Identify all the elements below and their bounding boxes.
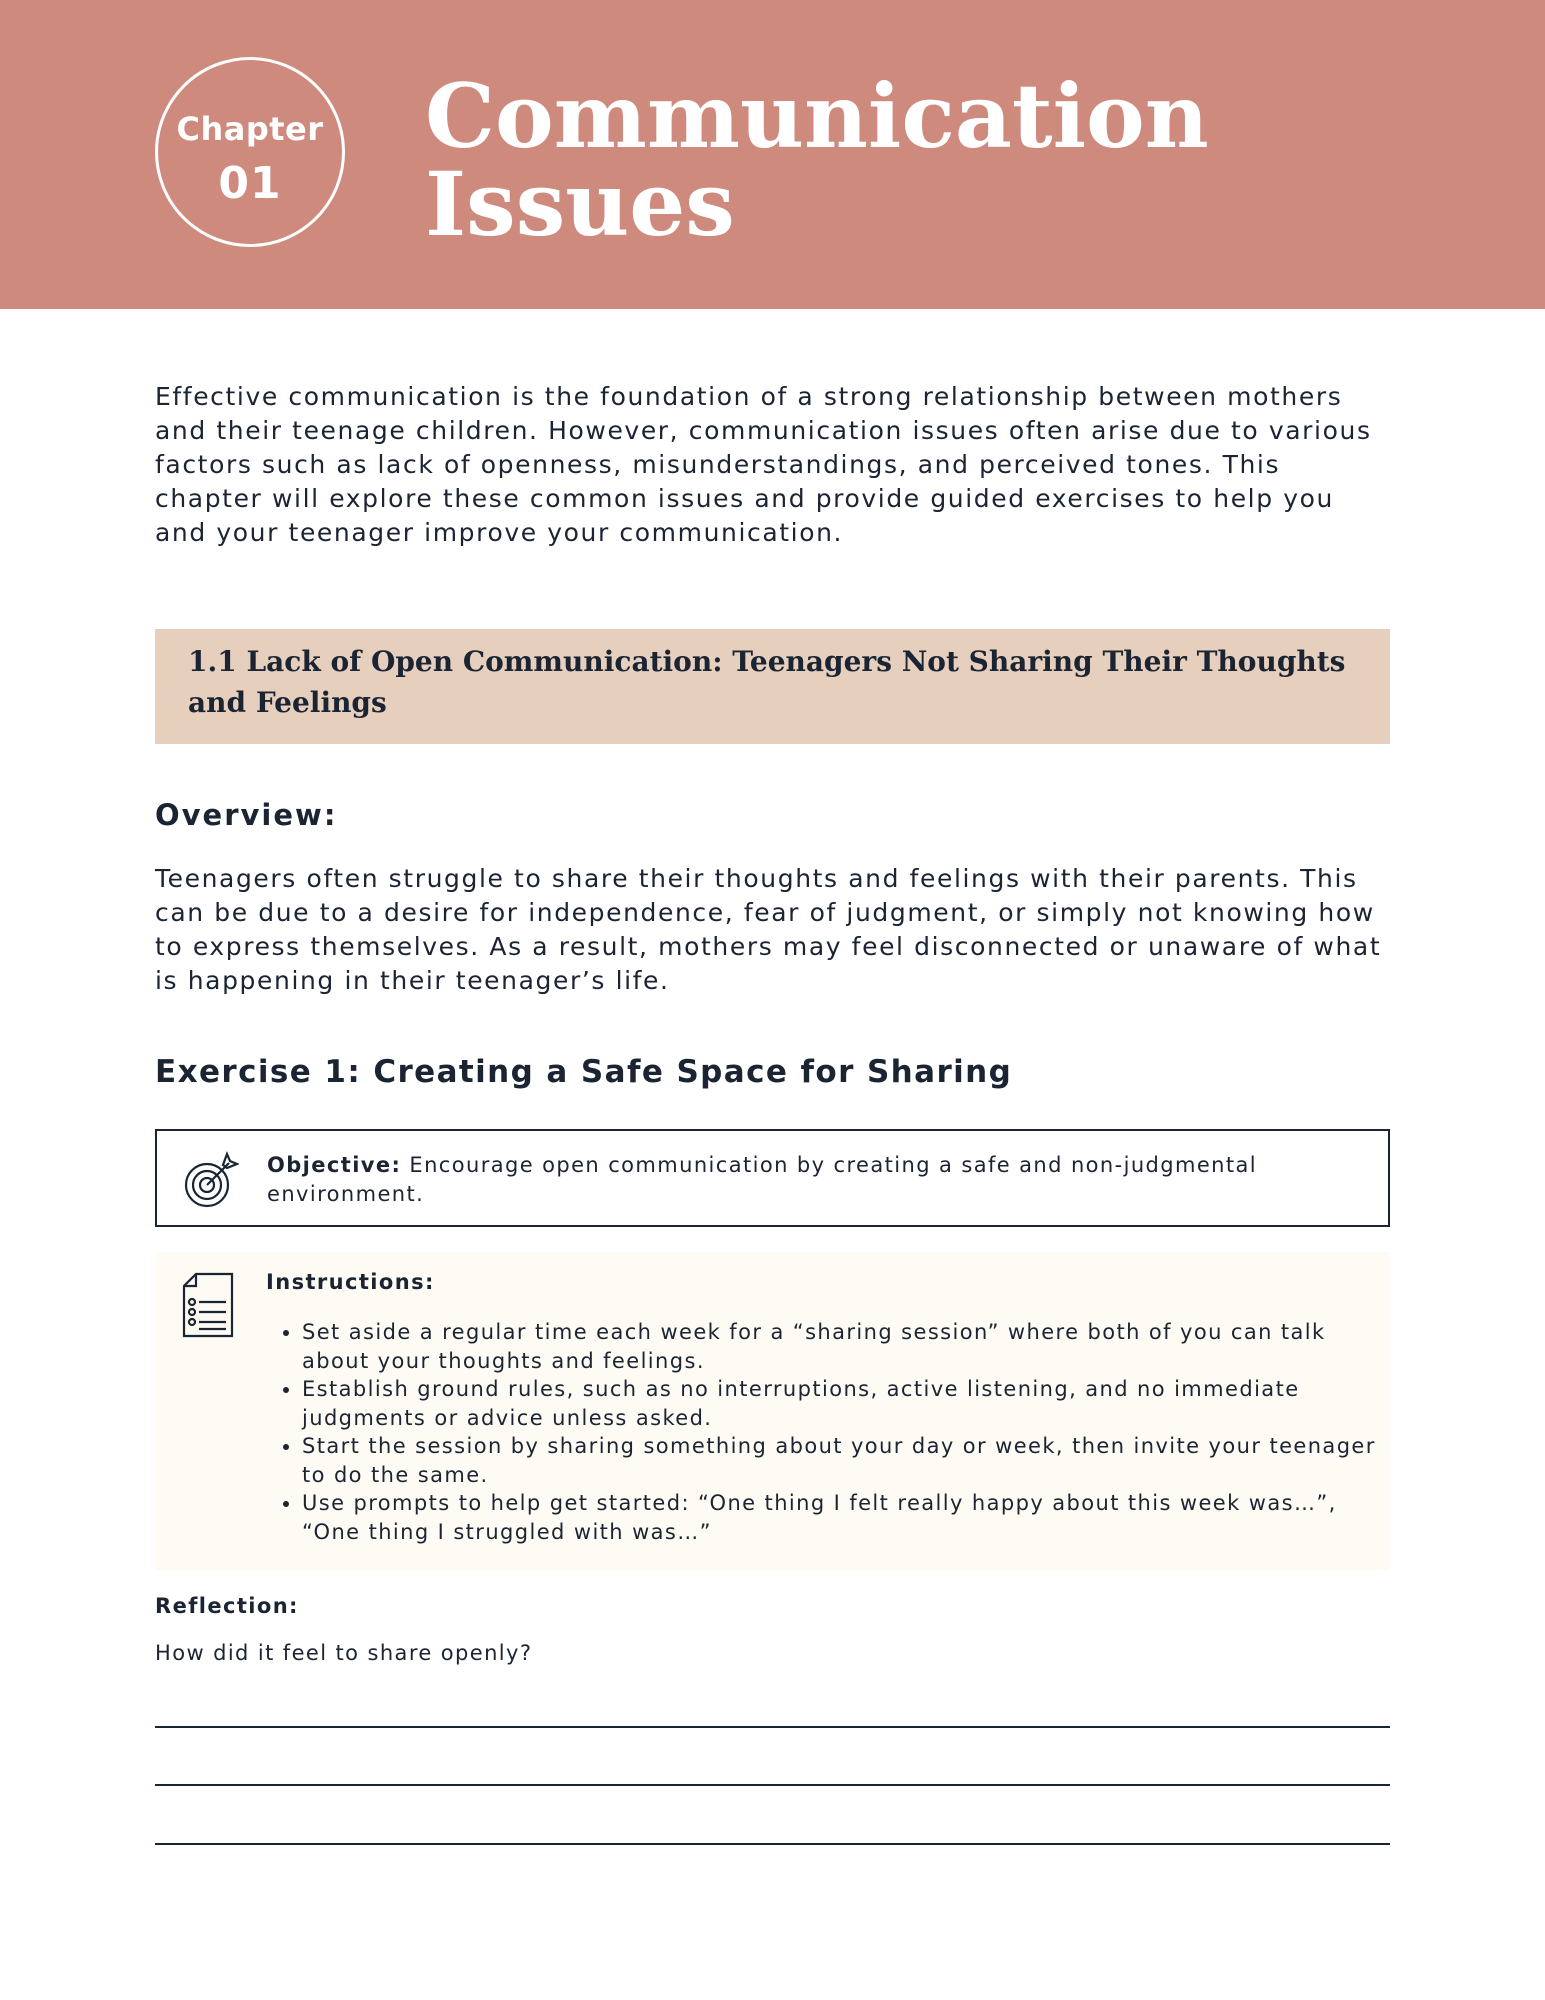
objective-description: Encourage open communication by creating a safe and non-judgmental environment. — [267, 1153, 1258, 1206]
answer-line-3 — [155, 1843, 1390, 1845]
chapter-label: Chapter — [176, 110, 324, 148]
reflection-heading: Reflection: — [155, 1594, 299, 1618]
instructions-box — [155, 1252, 1390, 1570]
instruction-item: • Set aside a regular time each week for a “sharing session” where both of you can talk about your thoughts and feelings. — [302, 1318, 1392, 1375]
overview-paragraph: Teenagers often struggle to share their thoughts and feelings with their parents. This can be due to a desire for independence, fear of judgment, or simply not knowing how to express themselves. As a result, mothers may feel disconnected or unaware of what is happening in their teenager’s life. — [155, 864, 1382, 995]
chapter-title — [425, 64, 1425, 256]
instructions-list — [266, 1318, 1392, 1546]
chapter-number: 01 — [218, 158, 282, 209]
reflection-question: How did it feel to share openly? — [155, 1641, 533, 1665]
objective-text — [267, 1151, 1357, 1209]
objective-box — [155, 1129, 1390, 1227]
instruction-item: • Establish ground rules, such as no interruptions, active listening, and no immediate judgments or advice unless asked. — [302, 1375, 1392, 1432]
answer-line-2 — [155, 1784, 1390, 1786]
instruction-item: • Use prompts to help get started: “One thing I felt really happy about this week was…”, “One thing I struggled with was…” — [302, 1489, 1392, 1546]
target-icon — [183, 1151, 239, 1209]
intro-paragraph: Effective communication is the foundation of a strong relationship between mothers and their teenage children. However, communication issues often arise due to various factors such as lack of openness, misunderstandings, and perceived tones. This chapter will explore these common issues and provide guided exercises to help you and your teenager improve your communication. — [155, 382, 1372, 547]
checklist-icon — [182, 1272, 234, 1338]
objective-label: Objective: — [267, 1153, 402, 1177]
exercise-heading: Exercise 1: Creating a Safe Space for Sharing — [155, 1054, 1013, 1090]
instruction-item: • Start the session by sharing something about your day or week, then invite your teenager to do the same. — [302, 1432, 1392, 1489]
instructions-heading: Instructions: — [266, 1270, 435, 1294]
chapter-title-line-2: Issues — [425, 152, 735, 256]
section-title: 1.1 Lack of Open Communication: Teenagers Not Sharing Their Thoughts and Feelings — [188, 645, 1346, 719]
chapter-header — [0, 0, 1545, 309]
chapter-badge — [155, 57, 345, 247]
section-heading-bar — [155, 629, 1390, 744]
overview-heading: Overview: — [155, 798, 338, 832]
chapter-title-line-1: Communication — [425, 64, 1209, 168]
answer-line-1 — [155, 1726, 1390, 1728]
